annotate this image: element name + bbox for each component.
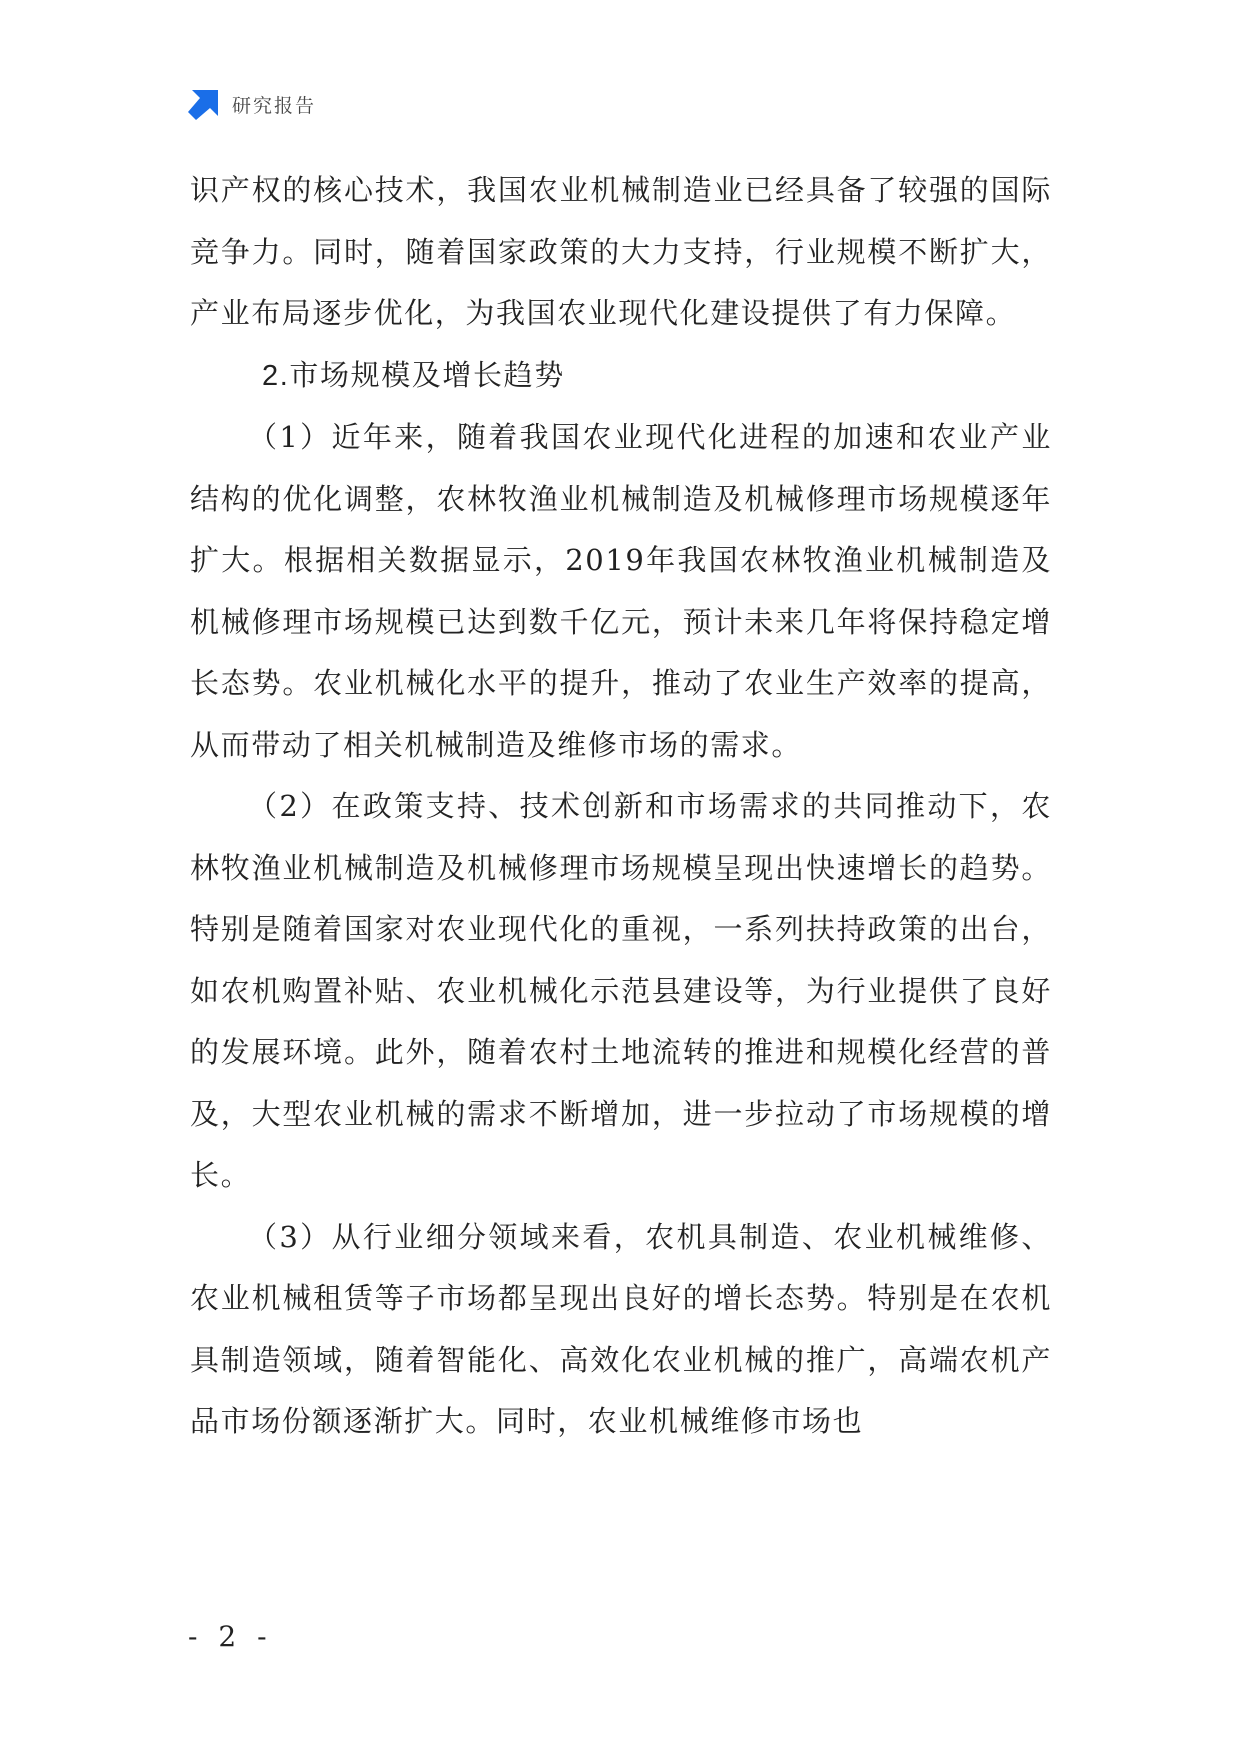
page-header bbox=[188, 86, 316, 122]
paragraph-1: （1）近年来，随着我国农业现代化进程的加速和农业产业结构的优化调整，农林牧渔业机械制造及机械修理市场规模逐年扩大。根据相关数据显示，2019年我国农林牧渔业机械制造及机械修理市场规模已达到数千亿元，预计未来几年将保持稳定增长态势。农业机械化水平的提升，推动了农业生产效率的提高，从而带动了相关机械制造及维修市场的需求。 bbox=[190, 420, 1052, 762]
section-heading-text: 市场规模及增长趋势 bbox=[289, 357, 565, 392]
header-title: 研究报告 bbox=[232, 94, 317, 117]
document-body bbox=[190, 160, 1052, 1453]
paragraph-3: （3）从行业细分领域来看，农机具制造、农业机械维修、农业机械租赁等子市场都呈现出良好的增长态势。特别是在农机具制造领域，随着智能化、高效化农业机械的推广，高端农机产品市场份额逐渐扩大。同时，农业机械维修市场也 bbox=[190, 1219, 1052, 1438]
arrow-up-right-icon bbox=[188, 88, 220, 120]
section-heading-number: 2. bbox=[262, 359, 290, 392]
paragraph-continuation: 识产权的核心技术，我国农业机械制造业已经具备了较强的国际竞争力。同时，随着国家政策的大力支持，行业规模不断扩大，产业布局逐步优化，为我国农业现代化建设提供了有力保障。 bbox=[190, 173, 1052, 330]
paragraph-2: （2）在政策支持、技术创新和市场需求的共同推动下，农林牧渔业机械制造及机械修理市场规模呈现出快速增长的趋势。特别是随着国家对农业现代化的重视，一系列扶持政策的出台，如农机购置补贴、农业机械化示范县建设等，为行业提供了良好的发展环境。此外，随着农村土地流转的推进和规模化经营的普及，大型农业机械的需求不断增加，进一步拉动了市场规模的增长。 bbox=[190, 789, 1052, 1192]
page-number: - 2 - bbox=[188, 1620, 273, 1653]
section-heading bbox=[190, 345, 1052, 408]
